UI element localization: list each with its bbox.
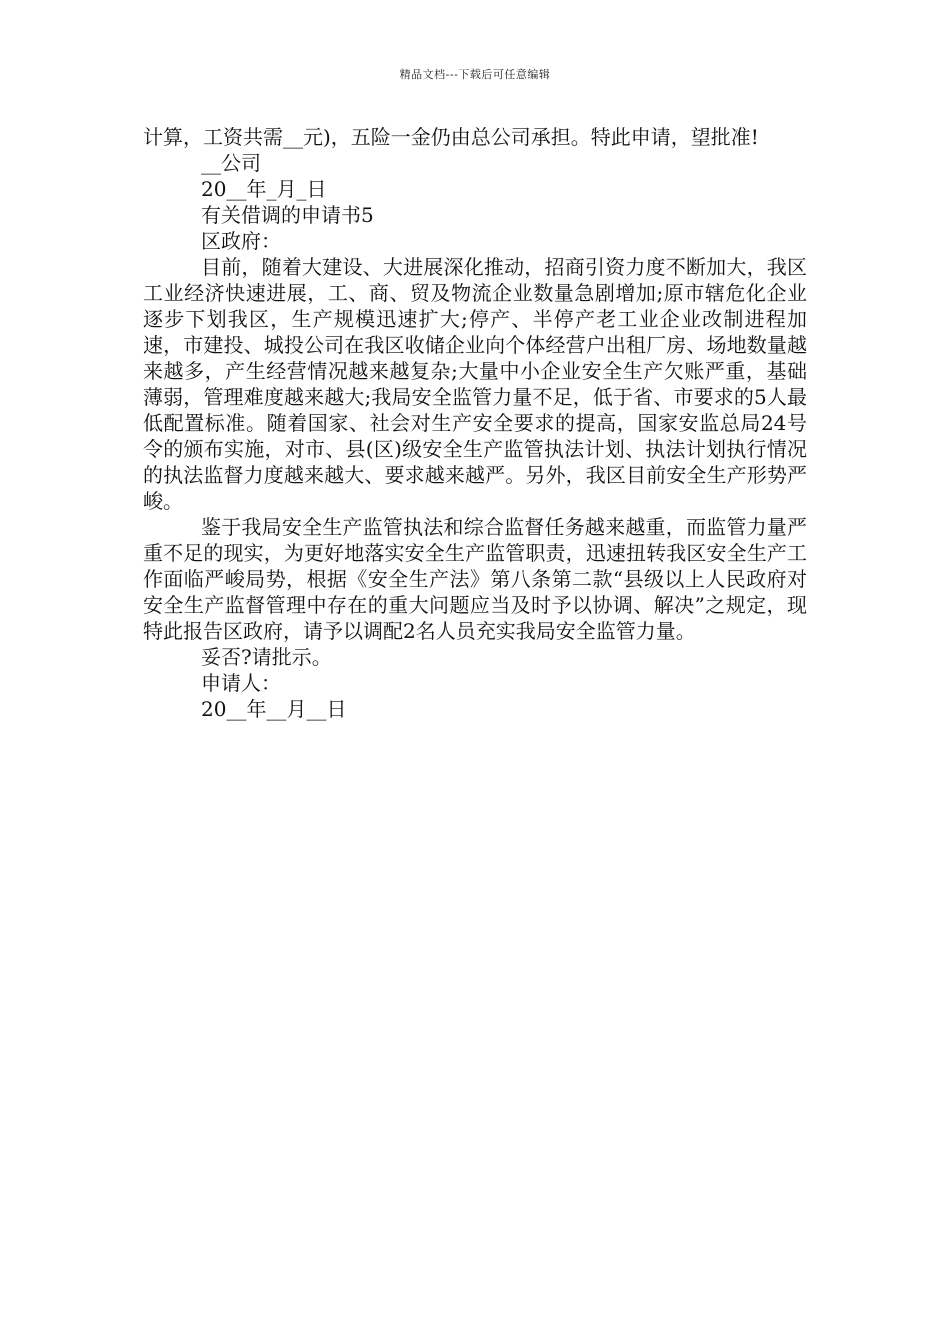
paragraph-request: 鉴于我局安全生产监管执法和综合监督任务越来越重，而监管力量严重不足的现实，为更好地落实安全生产监管职责，迅速扭转我区安全生产工作面临严峻局势，根据《安全生产法》第八条第二款“县级以上人民政府对安全生产监督管理中存在的重大问题应当及时予以协调、解决”之规定，现特此报告区政府，请予以调配2名人员充实我局安全监管力量。	[143, 515, 807, 643]
date-line-1: 20__年_月_日	[201, 177, 327, 201]
approval-request: 妥否?请批示。	[201, 645, 332, 669]
addressee: 区政府：	[201, 229, 281, 253]
page-header: 精品文档---下载后可任意编辑	[399, 68, 551, 81]
applicant-label: 申请人：	[201, 671, 281, 695]
paragraph-salary-note: 计算，工资共需__元)，五险一金仍由总公司承担。特此申请，望批准!	[143, 125, 759, 149]
company-signature: __公司	[201, 151, 261, 175]
section-title: 有关借调的申请书5	[201, 203, 374, 227]
date-line-2: 20__年__月__日	[201, 697, 347, 721]
paragraph-background: 目前，随着大建设、大进展深化推动，招商引资力度不断加大，我区工业经济快速进展，工、商、贸及物流企业数量急剧增加;原市辖危化企业逐步下划我区，生产规模迅速扩大;停产、半停产老工业企业改制进程加速，市建投、城投公司在我区收储企业向个体经营户出租厂房、场地数量越来越多，产生经营情况越来越复杂;大量中小企业安全生产欠账严重，基础薄弱，管理难度越来越大;我局安全监管力量不足，低于省、市要求的5人最低配置标准。随着国家、社会对生产安全要求的提高，国家安监总局24号令的颁布实施，对市、县(区)级安全生产监管执法计划、执法计划执行情况的执法监督力度越来越大、要求越来越严。另外，我区目前安全生产形势严峻。	[143, 255, 807, 513]
document-body	[143, 124, 807, 722]
